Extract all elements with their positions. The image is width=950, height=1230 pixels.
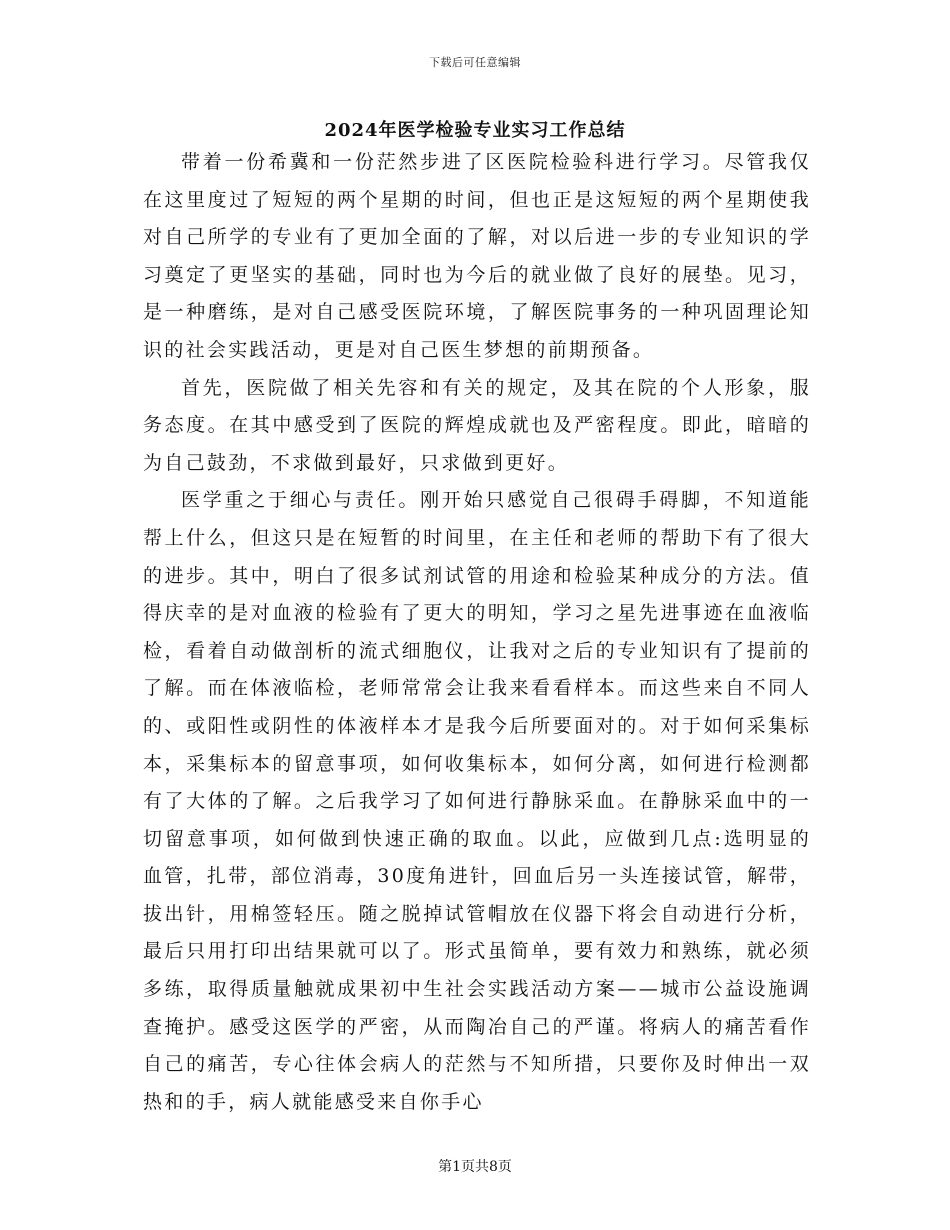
page-header-note: 下载后可任意编辑	[429, 56, 521, 69]
page-footer: 第1页共8页	[438, 1159, 512, 1175]
document-body	[143, 144, 811, 1121]
paragraph-first: 首先，医院做了相关先容和有关的规定，及其在院的个人形象，服务态度。在其中感受到了医院的辉煌成就也及严密程度。即此，暗暗的为自己鼓劲，不求做到最好，只求做到更好。	[143, 376, 811, 474]
paragraph-intro: 带着一份希冀和一份茫然步进了区医院检验科进行学习。尽管我仅在这里度过了短短的两个星期的时间，但也正是这短短的两个星期使我对自己所学的专业有了更加全面的了解，对以后进一步的专业知识的学习奠定了更坚实的基础，同时也为今后的就业做了良好的展垫。见习，是一种磨练，是对自己感受医院环境，了解医院事务的一种巩固理论知识的社会实践活动，更是对自己医生梦想的前期预备。	[143, 151, 811, 361]
paragraph-medicine: 医学重之于细心与责任。刚开始只感觉自己很碍手碍脚，不知道能帮上什么，但这只是在短暂的时间里，在主任和老师的帮助下有了很大的进步。其中，明白了很多试剂试管的用途和检验某种成分的方法。值得庆幸的是对血液的检验有了更大的明知，学习之星先进事迹在血液临检，看着自动做剖析的流式细胞仪，让我对之后的专业知识有了提前的了解。而在体液临检，老师常常会让我来看看样本。而这些来自不同人的、或阳性或阴性的体液样本才是我今后所要面对的。对于如何采集标本，采集标本的留意事项，如何收集标本，如何分离，如何进行检测都有了大体的了解。之后我学习了如何进行静脉采血。在静脉采血中的一切留意事项，如何做到快速正确的取血。以此，应做到几点:选明显的血管，扎带，部位消毒，30度角进针，回血后另一头连接试管，解带，拔出针，用棉签轻压。随之脱掉试管帽放在仪器下将会自动进行分析，最后只用打印出结果就可以了。形式虽简单，要有效力和熟练，就必须多练，取得质量触就成果初中生社会实践活动方案——城市公益设施调查掩护。感受这医学的严密，从而陶冶自己的严谨。将病人的痛苦看作自己的痛苦，专心往体会病人的茫然与不知所措，只要你及时伸出一双热和的手，病人就能感受来自你手心	[143, 489, 811, 1113]
document-title: 2024年医学检验专业实习工作总结	[324, 120, 626, 141]
